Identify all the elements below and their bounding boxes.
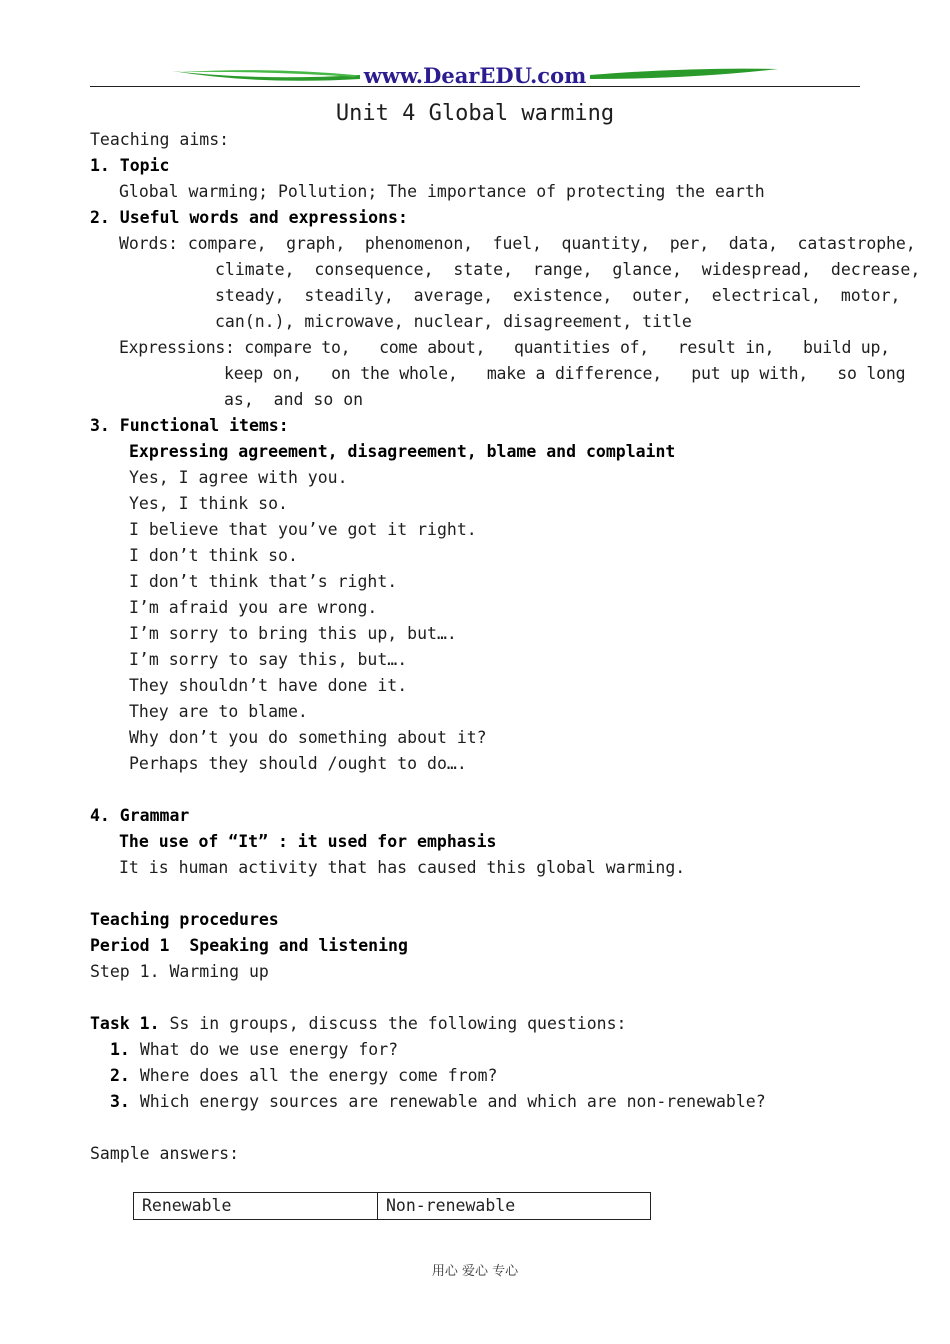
task-text: Ss in groups, discuss the following questions: — [169, 1014, 627, 1033]
functional-item: Yes, I agree with you. — [129, 468, 348, 487]
grammar-subheading: The use of “It” : it used for emphasis — [119, 832, 497, 851]
task-label: Task 1. — [90, 1014, 160, 1033]
expressions-line: keep on, on the whole, make a difference, put up with, so long — [224, 364, 906, 383]
table-header-renewable: Renewable — [134, 1193, 378, 1219]
words-heading: 2. Useful words and expressions: — [90, 208, 408, 227]
functional-item: I’m sorry to say this, but…. — [129, 650, 408, 669]
logo-swoosh-right-icon — [590, 69, 778, 79]
grammar-example: It is human activity that has caused this global warming. — [119, 858, 686, 877]
question-item: 2. Where does all the energy come from? — [110, 1066, 498, 1085]
header-rule — [90, 86, 860, 87]
expressions-line: Expressions: compare to, come about, quantities of, result in, build up, — [119, 338, 890, 357]
procedures-heading: Teaching procedures — [90, 910, 279, 929]
period-heading: Period 1 Speaking and listening — [90, 936, 408, 955]
words-line: steady, steadily, average, existence, outer, electrical, motor, — [215, 286, 901, 305]
topic-text: Global warming; Pollution; The importance of protecting the earth — [119, 182, 765, 201]
grammar-heading: 4. Grammar — [90, 806, 190, 825]
functional-item: Perhaps they should /ought to do…. — [129, 754, 467, 773]
words-line: Words: compare, graph, phenomenon, fuel, quantity, per, data, catastrophe, — [119, 234, 916, 253]
logo-text: www.DearEDU.com — [363, 63, 587, 88]
functional-item: They shouldn’t have done it. — [129, 676, 408, 695]
functional-item: I’m afraid you are wrong. — [129, 598, 378, 617]
topic-heading: 1. Topic — [90, 156, 170, 175]
question-item: 1. What do we use energy for? — [110, 1040, 399, 1059]
expressions-line: as, and so on — [224, 390, 364, 409]
functional-item: I don’t think that’s right. — [129, 572, 398, 591]
functional-item: I’m sorry to bring this up, but…. — [129, 624, 457, 643]
words-line: can(n.), microwave, nuclear, disagreement, title — [215, 312, 692, 331]
functional-heading: 3. Functional items: — [90, 416, 289, 435]
functional-item: Why don’t you do something about it? — [129, 728, 487, 747]
functional-item: I believe that you’ve got it right. — [129, 520, 477, 539]
page-title: Unit 4 Global warming — [335, 101, 615, 126]
table-header-non-renewable: Non-renewable — [386, 1196, 516, 1215]
functional-item: Yes, I think so. — [129, 494, 288, 513]
functional-item: I don’t think so. — [129, 546, 298, 565]
sample-answers-label: Sample answers: — [90, 1144, 240, 1163]
step-heading: Step 1. Warming up — [90, 962, 269, 981]
aims-heading: Teaching aims: — [90, 130, 230, 149]
functional-item: They are to blame. — [129, 702, 308, 721]
question-item: 3. Which energy sources are renewable and which are non-renewable? — [110, 1092, 766, 1111]
words-line: climate, consequence, state, range, glance, widespread, decrease, — [215, 260, 921, 279]
energy-table — [133, 1192, 651, 1220]
page-footer: 用心 爱心 专心 — [431, 1264, 519, 1279]
functional-subheading: Expressing agreement, disagreement, blame and complaint — [129, 442, 676, 461]
task-line — [90, 1014, 626, 1034]
